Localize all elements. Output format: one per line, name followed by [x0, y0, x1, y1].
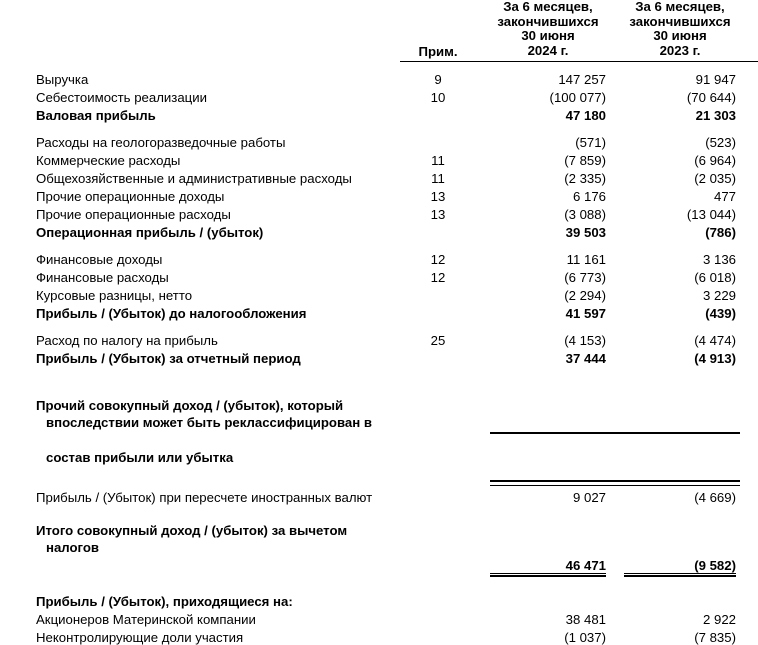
row-label: Прибыль / (Убыток) при пересчете иностранных валют	[36, 489, 373, 505]
row-note: 12	[430, 251, 446, 267]
row-value-2023: (786)	[705, 224, 736, 240]
header-blank	[0, 0, 400, 61]
oci-heading-line2: впоследствии может быть реклассифицирован в	[46, 415, 372, 430]
header-row	[0, 0, 758, 61]
row-value-2023: 21 303	[695, 107, 736, 123]
table-row	[0, 284, 758, 302]
row-label: Прочие операционные доходы	[36, 188, 225, 204]
attributable-rule-thin	[490, 485, 740, 486]
header-2023-line2: закончившихся	[629, 13, 731, 29]
row-label: Финансовые расходы	[36, 269, 169, 285]
spacer	[0, 365, 758, 379]
spacer	[0, 239, 758, 248]
row-label: Себестоимость реализации	[36, 89, 207, 105]
row-note	[400, 131, 490, 149]
row-value-2023: (439)	[705, 305, 736, 321]
row-value-2023: (4 913)	[694, 350, 736, 366]
attributable-rule-thick	[490, 480, 740, 482]
header-col-2023	[624, 0, 758, 61]
table-row	[0, 104, 758, 122]
header-2024-line2: закончившихся	[497, 13, 599, 29]
row-value-2024: (4 153)	[564, 332, 606, 348]
row-label	[0, 504, 400, 574]
header-2023-line3: 30 июня	[653, 28, 707, 43]
row-label: Акционеров Материнской компании	[36, 611, 256, 627]
row-value-2024: 9 027	[572, 489, 606, 505]
table-row	[0, 86, 758, 104]
table-row	[0, 329, 758, 347]
row-value-2024	[490, 588, 624, 608]
row-note	[400, 608, 490, 626]
row-value-2023: 91 947	[695, 71, 736, 87]
spacer	[0, 122, 758, 131]
header-2024-line1: За 6 месяцев,	[503, 0, 593, 14]
row-value-2024: (571)	[575, 134, 606, 150]
table-row	[0, 221, 758, 239]
row-value-2024	[490, 504, 624, 574]
header-2023-line1: За 6 месяцев,	[635, 0, 725, 14]
table-row	[0, 266, 758, 284]
row-value-2024: (2 294)	[564, 287, 606, 303]
row-note	[400, 626, 490, 644]
row-note: 13	[430, 206, 446, 222]
table-row	[0, 504, 758, 574]
row-value-2024: 11 161	[566, 251, 606, 267]
row-value-2023: 2 922	[702, 611, 736, 627]
row-note	[400, 484, 490, 504]
row-note: 10	[430, 89, 446, 105]
row-note: 11	[431, 170, 445, 186]
row-note: 11	[431, 152, 445, 168]
total-ci-line2: налогов	[46, 540, 100, 555]
row-note	[400, 302, 490, 320]
row-value-2023: (523)	[705, 134, 736, 150]
row-note	[400, 347, 490, 365]
table-body	[0, 62, 758, 645]
row-value-2024: (6 773)	[564, 269, 606, 285]
row-value-2024: 38 481	[565, 611, 606, 627]
row-value-2023: (2 035)	[694, 170, 736, 186]
row-value-2024: 147 257	[558, 71, 606, 87]
total-ci-2023: (9 582)	[694, 557, 736, 573]
row-label: Коммерческие расходы	[36, 152, 181, 168]
row-label: Финансовые доходы	[36, 251, 163, 267]
row-note	[400, 104, 490, 122]
row-note	[400, 504, 490, 574]
header-note-label: Прим.	[418, 43, 458, 59]
row-value-2023: 477	[713, 188, 736, 204]
spacer	[0, 320, 758, 329]
row-value-2023: (6 964)	[694, 152, 736, 168]
table-row	[0, 131, 758, 149]
row-value-2024: (2 335)	[564, 170, 606, 186]
row-value-2024: 41 597	[565, 305, 606, 321]
row-value-2023: 3 229	[702, 287, 736, 303]
row-value-2024: 6 176	[572, 188, 606, 204]
table-row	[0, 588, 758, 608]
row-value-2023: (13 044)	[686, 206, 736, 222]
table-row	[0, 185, 758, 203]
row-label: Валовая прибыль	[36, 107, 156, 123]
oci-heading-line1: Прочий совокупный доход / (убыток), который	[36, 397, 344, 413]
row-label: Прибыль / (Убыток) за отчетный период	[36, 350, 301, 366]
row-value-2024: 47 180	[565, 107, 606, 123]
table-row	[0, 608, 758, 626]
row-label: Неконтролирующие доли участия	[36, 629, 244, 645]
row-value-2023	[624, 588, 758, 608]
table-row	[0, 149, 758, 167]
row-value-2024: (1 037)	[564, 629, 606, 645]
row-label: Прибыль / (Убыток) до налогообложения	[36, 305, 307, 321]
row-value-2023: (4 669)	[694, 489, 736, 505]
row-value-2023: (70 644)	[686, 89, 736, 105]
row-label	[0, 379, 400, 484]
table-row	[0, 68, 758, 86]
header-2024-line4: 2024 г.	[527, 42, 569, 58]
table-row	[0, 203, 758, 221]
header-2023-line4: 2023 г.	[659, 42, 701, 58]
row-label: Выручка	[36, 71, 89, 87]
row-note: 12	[430, 269, 446, 285]
row-label: Операционная прибыль / (убыток)	[36, 224, 264, 240]
oci-heading-line3: состав прибыли или убытка	[46, 450, 234, 465]
row-note: 25	[430, 332, 446, 348]
row-value-2024: 39 503	[565, 224, 606, 240]
row-value-2024: (3 088)	[564, 206, 606, 222]
header-col-2024	[490, 0, 624, 61]
row-value-2024: (7 859)	[564, 152, 606, 168]
row-label: Прибыль / (Убыток), приходящиеся на:	[36, 593, 293, 609]
row-label: Расходы на геологоразведочные работы	[36, 134, 286, 150]
row-note: 9	[434, 71, 442, 87]
row-note	[400, 221, 490, 239]
table-row	[0, 248, 758, 266]
header-2024-line3: 30 июня	[521, 28, 575, 43]
row-value-2023	[624, 504, 758, 574]
table-row	[0, 626, 758, 644]
row-note	[400, 284, 490, 302]
row-value-2023: 3 136	[702, 251, 736, 267]
row-label: Расход по налогу на прибыль	[36, 332, 218, 348]
row-value-2023: (7 835)	[694, 629, 736, 645]
total-ci-line1: Итого совокупный доход / (убыток) за вычетом	[36, 522, 348, 538]
row-note	[400, 588, 490, 608]
table-header	[0, 0, 758, 62]
row-label: Прочие операционные расходы	[36, 206, 231, 222]
row-value-2024: 37 444	[565, 350, 606, 366]
total-ci-2024: 46 471	[565, 557, 606, 573]
row-value-2024: (100 077)	[549, 89, 606, 105]
row-note: 13	[430, 188, 446, 204]
row-label: Курсовые разницы, нетто	[36, 287, 193, 303]
table-row	[0, 302, 758, 320]
row-label: Общехозяйственные и административные расходы	[36, 170, 352, 186]
row-value-2023: (4 474)	[694, 332, 736, 348]
table-row	[0, 484, 758, 504]
table-row	[0, 347, 758, 365]
fx-translation-top-rule	[490, 432, 740, 434]
row-value-2023: (6 018)	[694, 269, 736, 285]
table-row	[0, 167, 758, 185]
row-note	[400, 379, 490, 484]
